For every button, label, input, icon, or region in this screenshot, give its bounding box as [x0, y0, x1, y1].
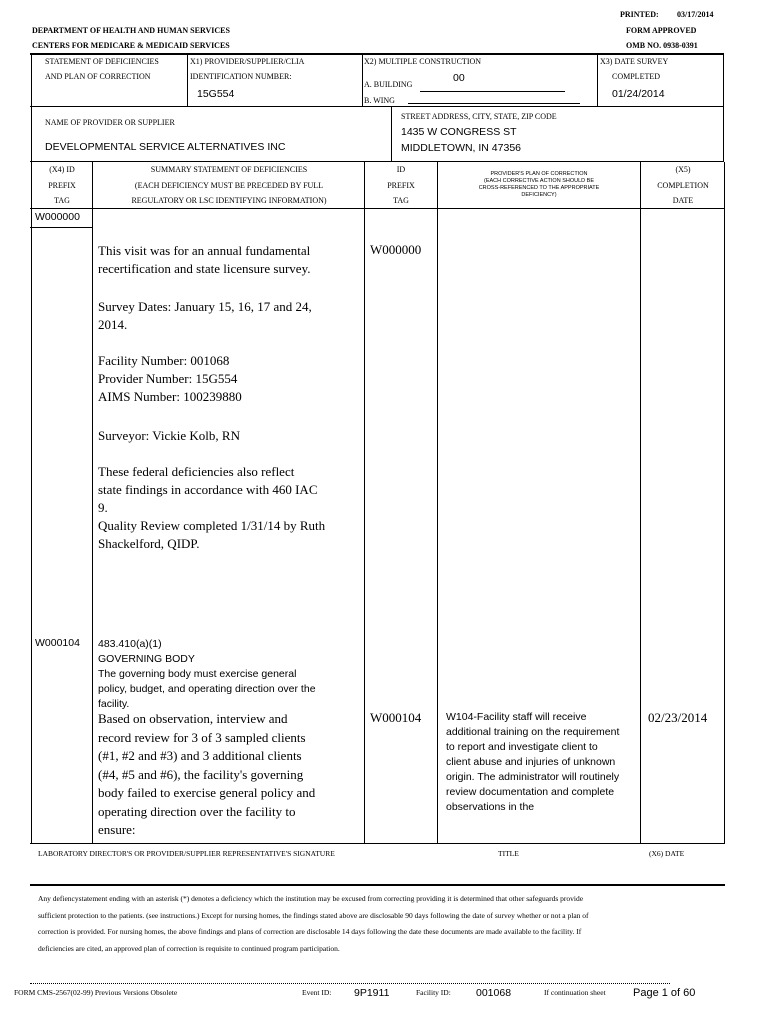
id-header-2: PREFIX	[387, 181, 415, 190]
table-bottom	[30, 843, 725, 844]
title-label: TITLE	[498, 849, 519, 858]
divider-x1	[187, 54, 188, 107]
address-label: STREET ADDRESS, CITY, STATE, ZIP CODE	[401, 112, 557, 121]
x4-header-1: (X4) ID	[49, 165, 75, 174]
x3-label-2: COMPLETED	[612, 72, 660, 81]
col-line-plan	[640, 162, 641, 844]
disclosure-footnote: Any defiencystatement ending with an asterisk (*) denotes a deficiency which the institution may be excused from correcting providing it is determined that other safeguards provide sufficient protection to the patients. (see instructions.) Except for nursing homes, the findings stated above are disclosable 90 days following the date of survey whether or not a plan of correction is provided. For nursing homes, the above findings and plans of correction are disclosable 14 days following the date these documents are made available to the facility. If deficiencies are cited, an approved plan of correction is requisite to continued program participation.	[38, 894, 589, 953]
id-header-3: TAG	[393, 196, 409, 205]
regulation-code: 483.410(a)(1)	[98, 638, 162, 650]
building-label: A. BUILDING	[364, 80, 413, 89]
col-line-right	[724, 162, 725, 844]
continuation-label: If continuation sheet	[544, 988, 606, 997]
wing-label: B. WING	[364, 96, 395, 105]
summary-header-3: REGULATORY OR LSC IDENTIFYING INFORMATION)	[131, 196, 327, 205]
column-header-bottom	[30, 208, 725, 209]
provider-box-bottom	[30, 161, 724, 162]
footnote-divider	[30, 983, 670, 984]
centers-title: CENTERS FOR MEDICARE & MEDICAID SERVICES	[32, 41, 230, 50]
x5-header-1: (X5)	[675, 165, 691, 174]
x4-header-2: PREFIX	[48, 181, 76, 190]
x2-label: X2) MULTIPLE CONSTRUCTION	[364, 57, 482, 66]
state-findings-note: These federal deficiencies also reflect state findings in accordance with 460 IAC 9.	[98, 464, 318, 515]
printed-date: 03/17/2014	[677, 10, 714, 19]
wing-underline	[408, 103, 580, 104]
form-number: FORM CMS-2567(02-99) Previous Versions Obsolete	[14, 988, 178, 997]
plan-of-correction-text: W104-Facility staff will receive additional training on the requirement to report and investigate client to client abuse and injuries of unknown origin. The administrator will routinely review documentation and complete observations in the	[446, 711, 620, 813]
col-line-summary	[364, 162, 365, 844]
provider-name-label: NAME OF PROVIDER OR SUPPLIER	[45, 118, 175, 127]
department-title: DEPARTMENT OF HEALTH AND HUMAN SERVICES	[32, 26, 230, 35]
x5-header-2: COMPLETION	[657, 181, 709, 190]
signature-label: LABORATORY DIRECTOR'S OR PROVIDER/SUPPLIER REPRESENTATIVE'S SIGNATURE	[38, 849, 335, 858]
omb-number: OMB NO. 0938-0391	[626, 41, 698, 50]
facility-id-value: 001068	[476, 987, 512, 999]
event-id-label: Event ID:	[302, 988, 332, 997]
tag1-underline	[30, 227, 92, 228]
plan-header-1: PROVIDER'S PLAN OF CORRECTION	[490, 171, 588, 177]
plan-tag: W000104	[370, 710, 422, 725]
divider-x3	[597, 54, 598, 107]
statement-label-1: STATEMENT OF DEFICIENCIES	[45, 57, 159, 66]
construction-value: 00	[453, 72, 465, 84]
provider-name: DEVELOPMENTAL SERVICE ALTERNATIVES INC	[45, 141, 286, 153]
page-number: Page 1 of 60	[633, 987, 696, 999]
provider-box-left	[31, 107, 32, 161]
x4-header-3: TAG	[54, 196, 70, 205]
box1-bottom-border	[30, 106, 724, 107]
survey-description: This visit was for an annual fundamental recertification and state licensure survey.	[98, 243, 311, 276]
col-line-id	[437, 162, 438, 844]
finding-text: Based on observation, interview and record review for 3 of 3 sampled clients (#1, #2 and #3) and 3 additional clients (#4, #5 and #6), the facility's governing body failed to exercise general policy and operating direction over the facility to ensure:	[98, 711, 316, 837]
regulation-text: The governing body must exercise general policy, budget, and operating direction over the facility.	[98, 668, 316, 710]
surveyor: Surveyor: Vickie Kolb, RN	[98, 428, 240, 443]
plan-tag: W000000	[370, 242, 422, 257]
plan-header-3: CROSS-REFERENCED TO THE APPROPRIATE	[478, 185, 600, 191]
provider-city: MIDDLETOWN, IN 47356	[401, 142, 522, 154]
divider-x2	[362, 54, 363, 107]
deficiency-tag: W000104	[35, 637, 80, 649]
provider-box-divider	[391, 107, 392, 161]
provider-id-number: 15G554	[197, 88, 235, 100]
survey-completed-date: 01/24/2014	[612, 88, 665, 100]
x1-label-2: IDENTIFICATION NUMBER:	[190, 72, 292, 81]
plan-header-4: DEFICIENCY)	[521, 192, 557, 198]
quality-review-note: Quality Review completed 1/31/14 by Ruth Shackelford, QIDP.	[98, 518, 326, 551]
facility-number: Facility Number: 001068	[98, 353, 230, 368]
top-border	[30, 53, 724, 55]
col-line-left	[31, 162, 32, 844]
x5-header-3: DATE	[672, 196, 694, 205]
form-approved: FORM APPROVED	[626, 26, 697, 35]
printed-label: PRINTED:	[620, 10, 659, 19]
statement-label-2: AND PLAN OF CORRECTION	[45, 72, 151, 81]
survey-dates: Survey Dates: January 15, 16, 17 and 24, 2014.	[98, 299, 312, 332]
id-header-1: ID	[396, 165, 406, 174]
aims-number: AIMS Number: 100239880	[98, 389, 242, 404]
box-right-border	[723, 54, 724, 161]
plan-header-2: (EACH CORRECTIVE ACTION SHOULD BE	[483, 178, 595, 184]
provider-street: 1435 W CONGRESS ST	[401, 126, 517, 138]
x3-label: X3) DATE SURVEY	[600, 57, 669, 66]
summary-header-2: (EACH DEFICIENCY MUST BE PRECEDED BY FULL	[134, 181, 324, 190]
event-id-value: 9P1911	[354, 987, 390, 999]
col-line-tag	[92, 162, 93, 844]
signature-bottom	[30, 884, 725, 886]
building-underline	[420, 91, 565, 92]
x6-date-label: (X6) DATE	[649, 849, 685, 858]
summary-header-1: SUMMARY STATEMENT OF DEFICIENCIES	[150, 165, 308, 174]
x1-label: X1) PROVIDER/SUPPLIER/CLIA	[190, 57, 305, 66]
completion-date: 02/23/2014	[648, 710, 708, 725]
regulation-title: GOVERNING BODY	[98, 653, 195, 665]
box-left-border	[31, 54, 32, 107]
facility-id-label: Facility ID:	[416, 988, 451, 997]
provider-number: Provider Number: 15G554	[98, 371, 238, 386]
deficiency-tag: W000000	[35, 211, 80, 223]
